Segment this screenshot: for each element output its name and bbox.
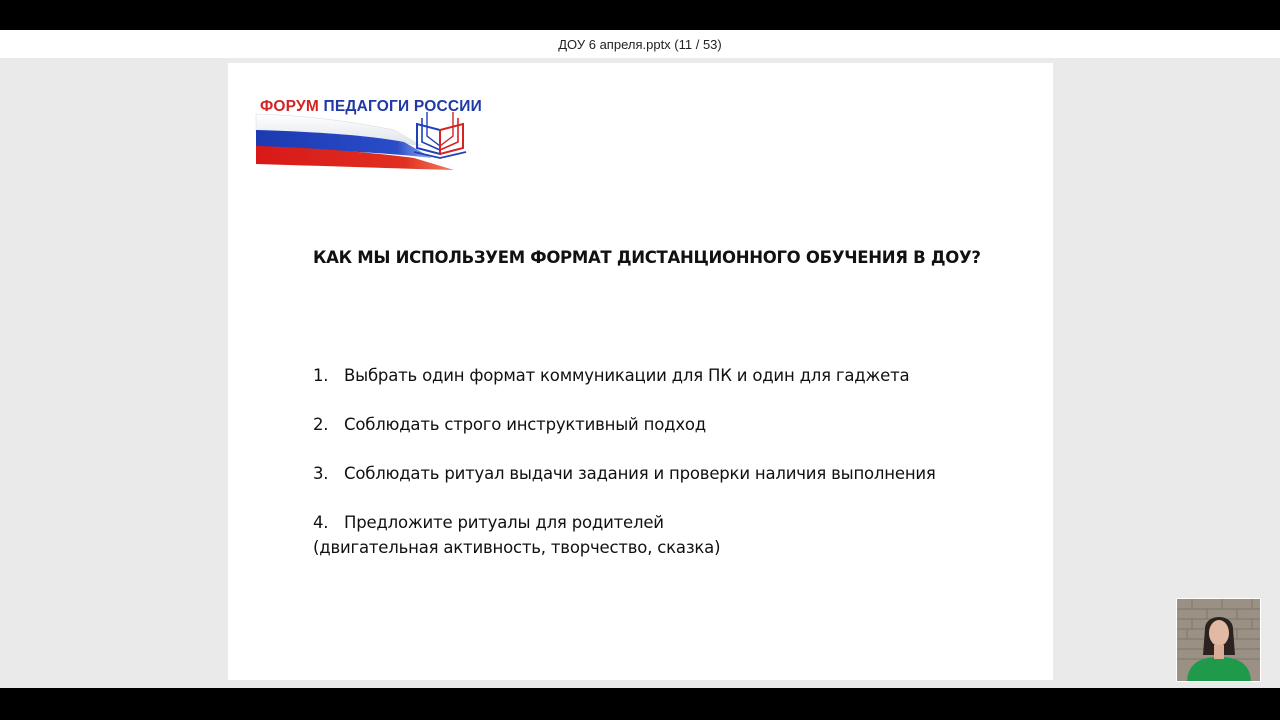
list-item-number: 2. xyxy=(313,415,329,434)
presenter-video-icon xyxy=(1177,599,1261,682)
logo-text-forum: ФОРУМ xyxy=(260,98,319,115)
list-item-text: Соблюдать ритуал выдачи задания и проверки наличия выполнения xyxy=(344,464,936,483)
logo-text-pedagogi: ПЕДАГОГИ РОССИИ xyxy=(323,98,482,115)
viewer-title-bar xyxy=(0,30,1280,58)
list-item-text: Выбрать один формат коммуникации для ПК и один для гаджета xyxy=(344,366,910,385)
list-item xyxy=(313,366,909,385)
list-item-text: Предложите ритуалы для родителей xyxy=(344,513,664,532)
list-item-subtext: (двигательная активность, творчество, сказка) xyxy=(313,538,721,557)
presenter-webcam[interactable] xyxy=(1176,598,1261,682)
list-item-number: 1. xyxy=(313,366,329,385)
logo-text xyxy=(260,98,482,116)
bottom-letterbox xyxy=(0,688,1280,720)
slide-heading: КАК МЫ ИСПОЛЬЗУЕМ ФОРМАТ ДИСТАНЦИОННОГО ОБУЧЕНИЯ В ДОУ? xyxy=(313,248,981,267)
list-item-number: 3. xyxy=(313,464,329,483)
list-item xyxy=(313,513,664,532)
document-title: ДОУ 6 апреля.pptx (11 / 53) xyxy=(558,36,722,52)
list-item-text: Соблюдать строго инструктивный подход xyxy=(344,415,706,434)
open-book-icon xyxy=(414,112,466,158)
list-item xyxy=(313,415,706,434)
list-item-number: 4. xyxy=(313,513,329,532)
top-letterbox xyxy=(0,0,1280,30)
list-item xyxy=(313,464,936,483)
